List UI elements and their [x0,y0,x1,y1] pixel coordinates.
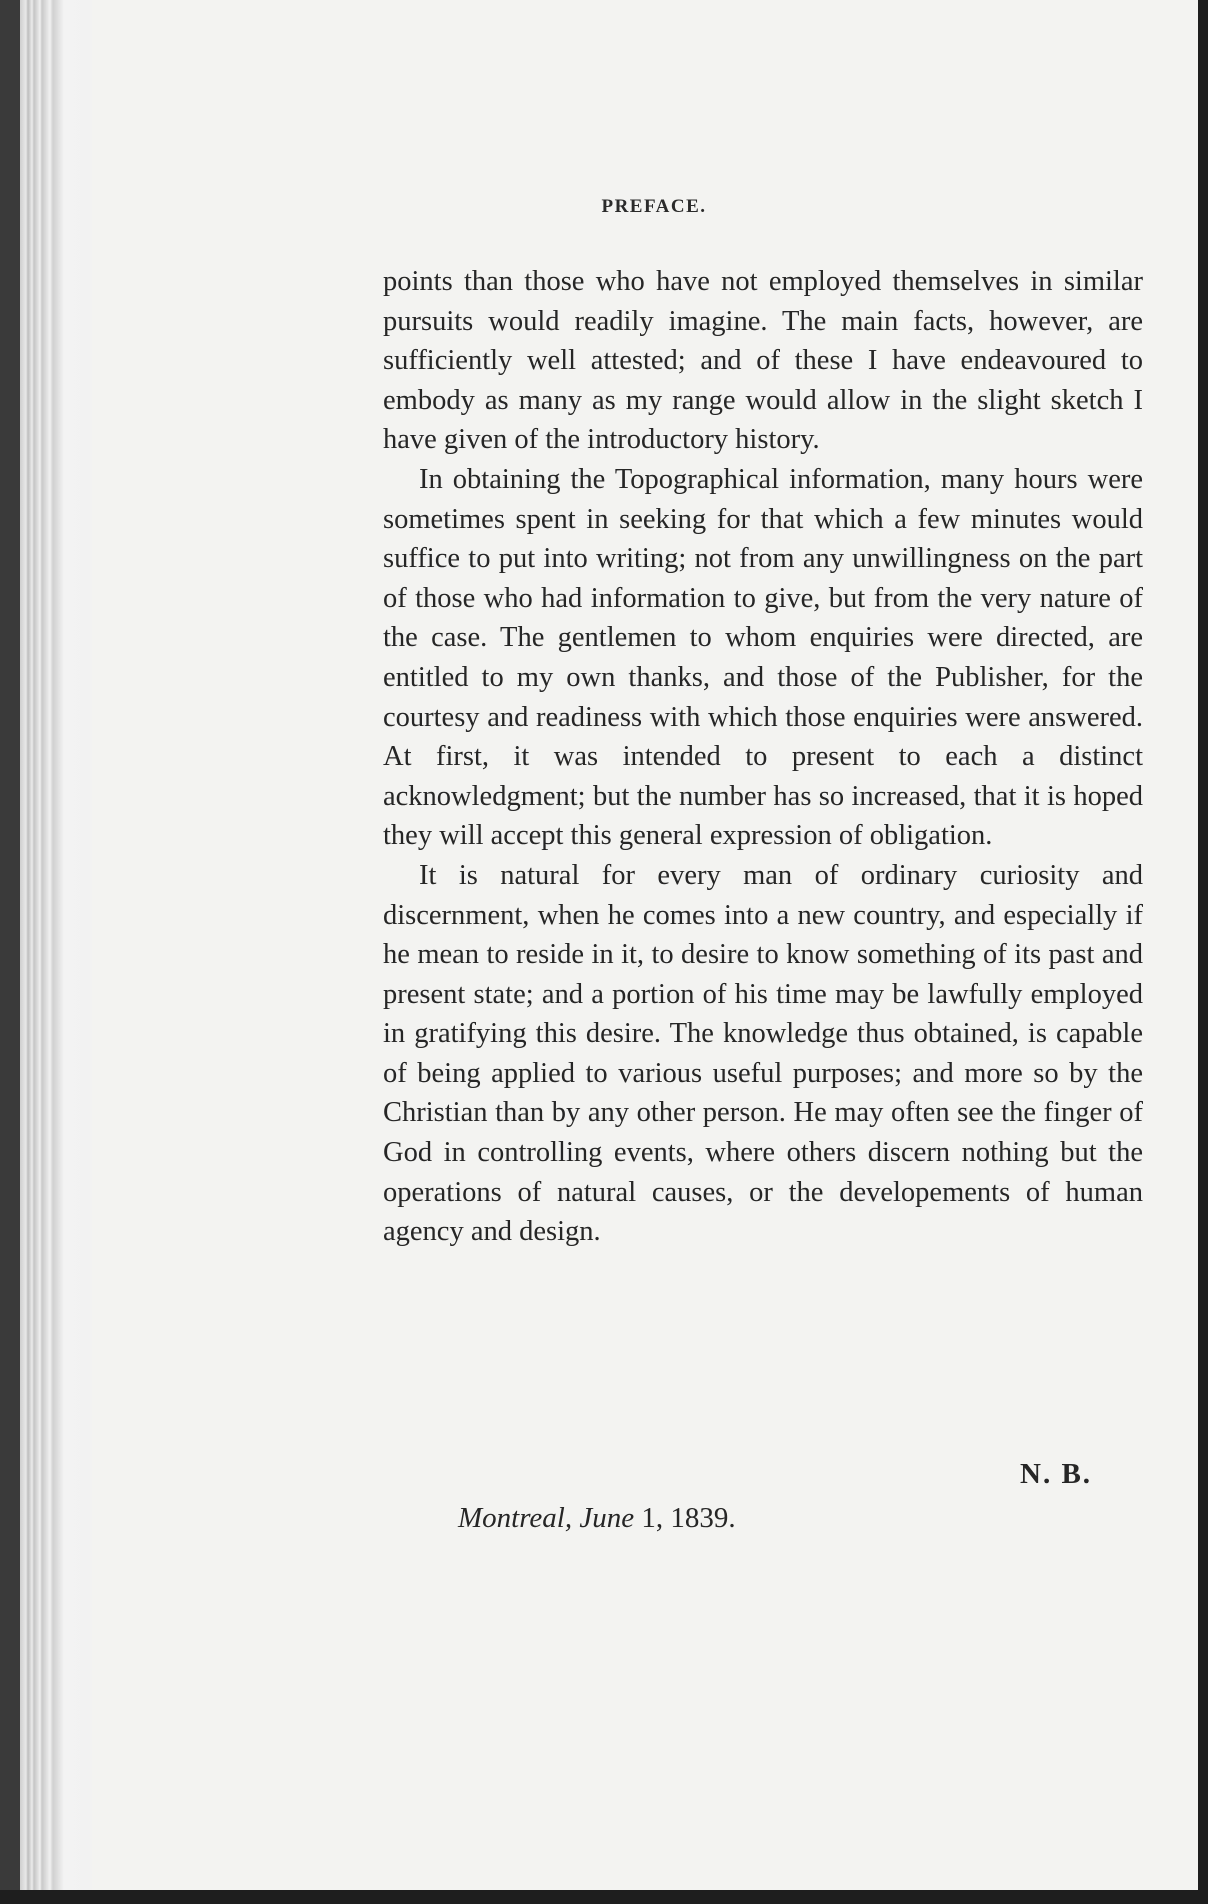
paragraph-3: It is natural for every man of ordinary curiosity and discernment, when he comes into a new country, and especially if he mean to reside in it, to desire to know something of its past and present state; and a portion of his time may be lawfully employed in gratifying this desire. The knowledge thus obtained, is capable of being applied to various useful purposes; and more so by the Christian than by any other person. He may often see the finger of God in controlling events, where others discern nothing but the operations of natural causes, or the developements of human agency and design. [383,859,1143,1248]
paragraph-2: In obtaining the Topographical information, many hours were sometimes spent in seeking for that which a few minutes would suffice to put into writing; not from any unwillingness on the part of those who had information to give, but from the very nature of the case. The gentlemen to whom enquiries were directed, are entitled to my own thanks, and those of the Publisher, for the courtesy and readiness with which those enquiries were answered. At first, it was intended to present to each a distinct acknowledgment; but the number has so increased, that it is hoped they will accept this general expression of obligation. [383,463,1143,852]
dateline-month: June [579,1502,635,1534]
scan-border-right [1198,0,1208,1904]
page-edges [20,0,100,1890]
paragraph-1: points than those who have not employed themselves in similar pursuits would readily imagine. The main facts, however, are sufficiently well attested; and of these I have endeavoured to embody as many as my range would allow in the slight sketch I have given of the introductory history. [383,266,1143,456]
scan-border-bottom [0,1890,1208,1904]
dateline [458,1502,736,1535]
running-head: PREFACE. [601,196,707,217]
body-text [383,262,1143,1252]
dateline-place: Montreal, [458,1502,573,1534]
signature: N. B. [1020,1458,1093,1490]
dateline-rest: 1, 1839. [641,1502,736,1534]
